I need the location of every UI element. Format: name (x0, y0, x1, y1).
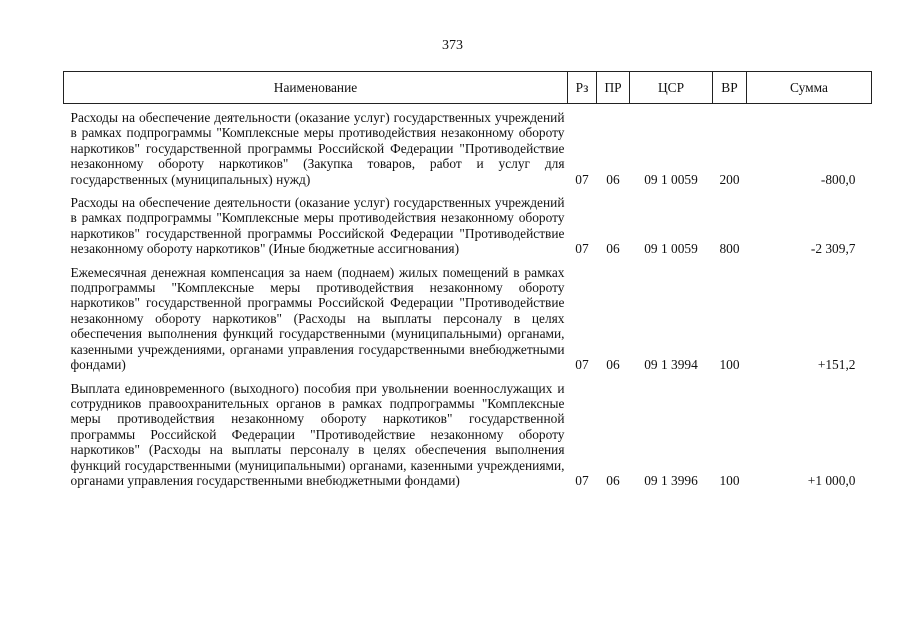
row-sum: +151,2 (817, 357, 856, 373)
table-row (64, 265, 872, 375)
row-rz: 07 (575, 171, 589, 187)
row-pr: 06 (606, 357, 620, 373)
row-rz: 07 (575, 357, 589, 373)
header-pr: ПР (597, 72, 630, 104)
row-pr: 06 (606, 241, 620, 257)
row-name: Расходы на обеспечение деятельности (оказание услуг) государственных учреждений в рамках подпрограммы "Комплексные меры противодействия незаконному обороту наркотиков" государственной программы Российской Федерации "Противодействие незаконному обороту наркотиков" (Иные бюджетные ассигнования) (70, 195, 565, 257)
page-number: 373 (442, 38, 463, 53)
header-vr: ВР (713, 72, 747, 104)
row-rz: 07 (575, 241, 589, 257)
row-sum: +1 000,0 (807, 472, 856, 488)
row-sum: -800,0 (820, 171, 856, 187)
row-vr: 800 (719, 241, 740, 257)
header-csr: ЦСР (630, 72, 713, 104)
header-rz: Рз (568, 72, 597, 104)
table-row (64, 195, 872, 259)
header-name: Наименование (64, 72, 568, 104)
row-rz: 07 (575, 472, 589, 488)
row-pr: 06 (606, 472, 620, 488)
header-sum: Сумма (747, 72, 872, 104)
table-header-row (64, 72, 872, 104)
row-csr: 09 1 3996 (644, 472, 698, 488)
row-csr: 09 1 3994 (644, 357, 698, 373)
row-name: Ежемесячная денежная компенсация за наем (поднаем) жилых помещений в рамках подпрограммы "Комплексные меры противодействия незаконному обороту наркотиков" государственной программы Российской Федерации "Противодействие незаконному обороту наркотиков" (Расходы на выплаты персоналу в целях обеспечения выполнения функций государственными (муниципальными) органами, казенными учреждениями, органами управления государственными внебюджетными фондами) (70, 264, 565, 373)
table-row (64, 381, 872, 491)
row-csr: 09 1 0059 (644, 241, 698, 257)
budget-table (63, 71, 872, 490)
row-name: Расходы на обеспечение деятельности (оказание услуг) государственных учреждений в рамках подпрограммы "Комплексные меры противодействия незаконному обороту наркотиков" государственной программы Российской Федерации "Противодействие незаконному обороту наркотиков" (Закупка товаров, работ и услуг для государственных (муниципальных) нужд) (70, 110, 565, 187)
row-name: Выплата единовременного (выходного) пособия при увольнении военнослужащих и сотрудников правоохранительных органов в рамках подпрограммы "Комплексные меры противодействия незаконному обороту наркотиков" государственной программы Российской Федерации "Противодействие незаконному обороту наркотиков" (Расходы на выплаты персоналу в целях обеспечения выполнения функций государственными (муниципальными) органами, казенными учреждениями, органами управления государственными внебюджетными фондами) (70, 380, 565, 488)
row-vr: 100 (719, 357, 740, 373)
table-row (64, 110, 872, 189)
row-csr: 09 1 0059 (644, 171, 698, 187)
row-sum: -2 309,7 (810, 241, 856, 257)
row-vr: 200 (719, 171, 740, 187)
row-vr: 100 (719, 472, 740, 488)
row-pr: 06 (606, 171, 620, 187)
